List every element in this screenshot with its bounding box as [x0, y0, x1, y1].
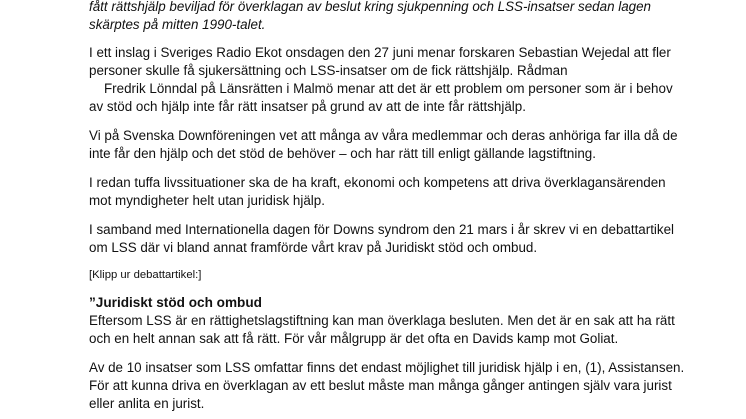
insatser-line-2: För att kunna driva en överklagan av ett beslut måste man många gånger antingen själv vara jurist: [89, 378, 672, 393]
ekot-line-3: Fredrik Lönndal på Länsrätten i Malmö menar att det är ett problem om personer som är i behov: [104, 81, 673, 96]
intro-line-1: fått rättshjälp beviljad för överklagan av beslut kring sjukpenning och LSS-insatser sedan lagen: [89, 0, 651, 14]
ekot-line-1: I ett inslag i Sveriges Radio Ekot onsdagen den 27 juni menar forskaren Sebastian Wejedal att fler: [89, 45, 671, 60]
downs-dag-line-2: om LSS där vi bland annat framförde vårt krav på Juridiskt stöd och ombud.: [89, 240, 538, 255]
livssituationer-line-2: mot myndigheter helt utan juridisk hjälp.: [89, 193, 325, 208]
ekot-line-4: av stöd och hjälp inte får rätt insatser på grund av att de inte får rättshjälp.: [89, 99, 526, 114]
downforeningen-line-1: Vi på Svenska Downföreningen vet att många av våra medlemmar och deras anhöriga far illa då de: [89, 128, 678, 143]
insatser-line-1: Av de 10 insatser som LSS omfattar finns det endast möjlighet till juridisk hjälp i en, (1), Assistansen.: [89, 360, 685, 375]
intro-line-2: skärptes på mitten 1990-talet.: [89, 17, 266, 32]
rattighetslag-line-2: och en helt annan sak att få rätt. För vår målgrupp är det ofta en Davids kamp mot Goliat.: [89, 331, 619, 346]
downforeningen-line-2: inte får den hjälp och det stöd de behöver – och har rätt till enligt gällande lagstiftning.: [89, 146, 596, 161]
article-heading: ”Juridiskt stöd och ombud: [89, 295, 262, 310]
ekot-line-2: personer skulle få sjukersättning och LSS-insatser om de fick rättshjälp. Rådman: [89, 63, 568, 78]
rattighetslag-line-1: Eftersom LSS är en rättighetslagstiftning kan man överklaga besluten. Men det är en sak att ha rätt: [89, 313, 675, 328]
downs-dag-line-1: I samband med Internationella dagen för Downs syndrom den 21 mars i år skrev vi en debattartikel: [89, 222, 675, 237]
insatser-line-3: eller anlita en jurist.: [89, 396, 205, 411]
clip-note: [Klipp ur debattartikel:]: [89, 269, 202, 281]
livssituationer-line-1: I redan tuffa livssituationer ska de ha kraft, ekonomi och kompetens att driva överklagansärenden: [89, 175, 666, 190]
